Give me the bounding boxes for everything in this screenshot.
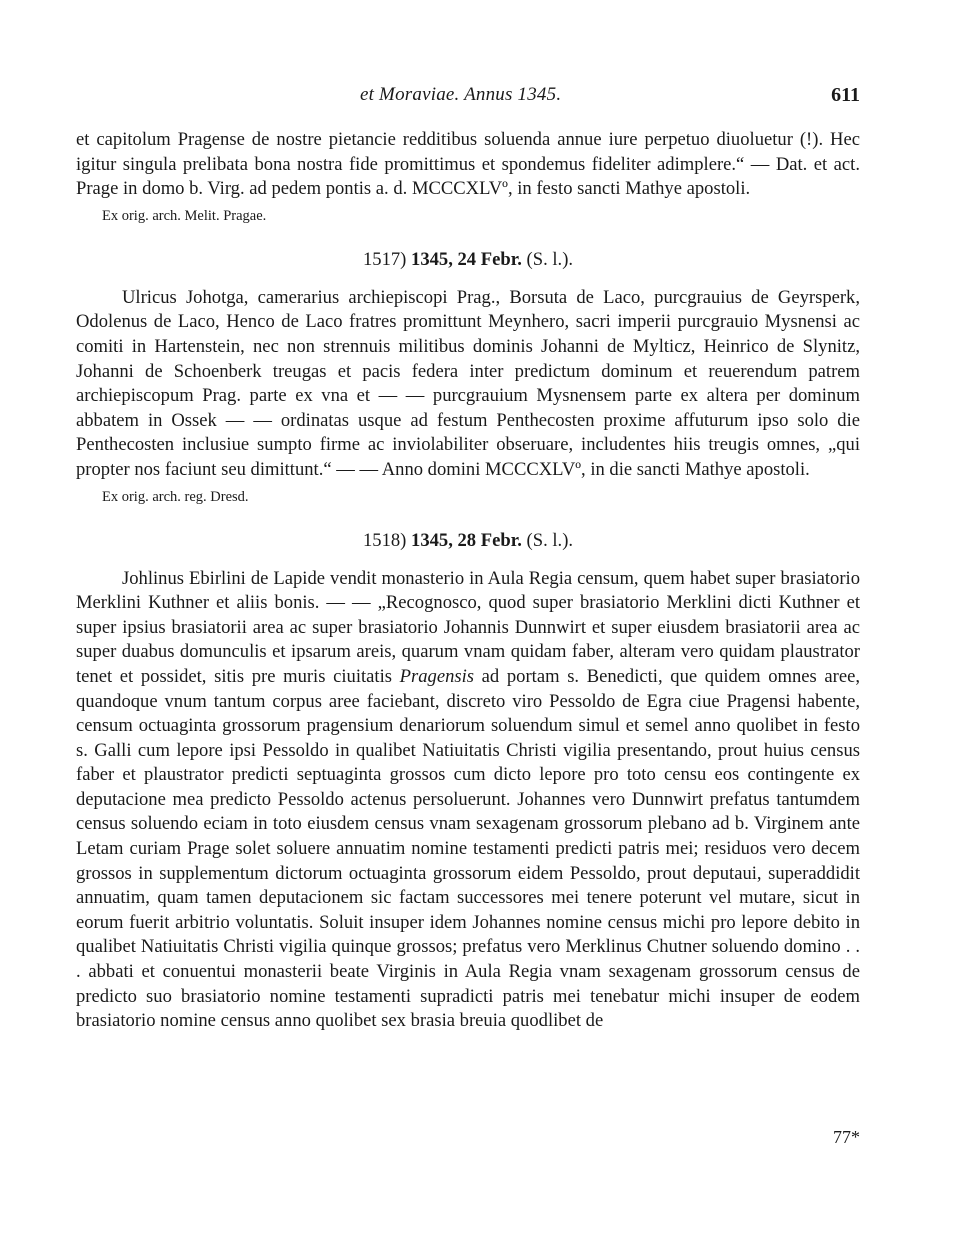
page-number: 611 [831, 84, 860, 106]
entry-place: (S. l.). [526, 248, 574, 270]
entry-1518-text-part-b: ad portam s. Benedicti, que quidem omnes aree, quandoque vnum tantum corpus aree faciebant, discreto viro Pessoldo de Egra ciue Pragensi habente, censum octuaginta grossorum pragensium denariorum soluendum simul et semel anno quolibet in festo s. Galli cum lepore ipsi Pessoldo in qualibet Natiuitatis Christi vigilia presentando, prout huius census faber et plaustrator predicti septuaginta grossos cum dicto lepore pro toto censu eos contingente ex deputacione mea predicto Pessoldo actenus persoluerunt. Johannes vero Dunnwirt prefatus tantumdem census soluendo eciam in toto eiusdem census vnam sexagenam grossorum plebano ad b. Virginem ante Letam curiam Prage solet soluere annuatim nomine testamenti predicti patris mei; residuos vero decem grossos in supplementum dictorum octuaginta grossorum eidem Pessoldo, prout deputaui, superaddidit annuatim, quam tamen deputacionem sic factam successores mei tenere poterunt vel mutare, sicut in eorum fuerit arbitrio voluntatis. Soluit insuper idem Johannes nomine census michi pro lepore debito in qualibet Natiuitatis Christi vigilia quinque grossos; prefatus vero Merklinus Chutner soluendo domino . . . abbati et conuentui monasterii beate Virginis in Aula Regia vnam sexagenam grossorum census de predicto suo brasiatorio nomine testamenti supradicti patris mei tenebatur michi insuper de eodem brasiatorio nomine census anno quolibet sex brasia breuia quodlibet de [76, 665, 860, 1032]
intro-source-note: Ex orig. arch. Melit. Pragae. [102, 207, 267, 224]
entry-number: 1517) [362, 248, 407, 270]
entry-1518-paragraph [76, 567, 860, 1034]
entry-place: (S. l.). [526, 529, 574, 551]
entry-1518-italic-word: Pragensis [399, 665, 475, 687]
running-title: et Moraviae. Annus 1345. [360, 84, 562, 105]
intro-paragraph: et capitolum Pragense de nostre pietancie redditibus soluenda annue iure perpetuo diuoluetur (!). Hec igitur singula prelibata bona nostra fide promittimus et spondemus fideliter adimplere.“ — Dat. et act. Prage in domo b. Virg. ad pedem pontis a. d. MCCCXLVº, in festo sancti Mathye apostoli. [76, 129, 860, 200]
document-body [76, 128, 860, 1034]
entry-1517-source-note: Ex orig. arch. reg. Dresd. [102, 488, 249, 505]
entry-heading-1517 [76, 248, 860, 272]
entry-1518-text-part-a: Johlinus Ebirlini de Lapide vendit monasterio in Aula Regia censum, quem habet super brasiatorio Merklini Kuthner et aliis bonis. — — „Recognosco, quod super brasiatorio Merklini dicti Kuthner et super ipsius brasiatorii area ac super brasiatorio Johannis Dunnwirt et super eiusdem brasiatorii area ac super duabus domunculis et ipsarum areis, quarum vnam quidam faber, alteram vero quidam plaustrator tenet et possidet, sitis pre muris ciuitatis [76, 567, 860, 687]
entry-date: 1345, 24 Febr. [411, 248, 522, 270]
entry-1517-paragraph: Ulricus Johotga, camerarius archiepiscopi Prag., Borsuta de Laco, purcgrauius de Geyrsperk, Odolenus de Laco, Henco de Laco fratres promittunt Meynhero, sacri imperii purcgrauio Mysnensi ac comiti in Hartenstein, nec non strennuis militibus dominis Johanni de Mylticz, Heinrico de Slynitz, Johanni de Schoenberk treugas et pacis federa inter predictum dominum et reuerendum patrem archiepiscopum Prag. parte ex vna et — — purcgrauium Mysnensem parte ex altera per dominum abbatem in Ossek — — ordinatas usque ad festum Penthecosten proxime affuturum ipso solo die Penthecosten inclusiue sumpto firme ac inviolabiliter obseruare, includentes hiis treugis omnes, „qui propter nos faciunt seu dimittunt.“ — — Anno domini MCCCXLVº, in die sancti Mathye apostoli. [76, 286, 860, 480]
entry-date: 1345, 28 Febr. [411, 529, 522, 551]
entry-number: 1518) [362, 529, 407, 551]
signature-mark: 77* [833, 1127, 860, 1147]
entry-heading-1518 [76, 529, 860, 553]
running-head [0, 84, 960, 112]
